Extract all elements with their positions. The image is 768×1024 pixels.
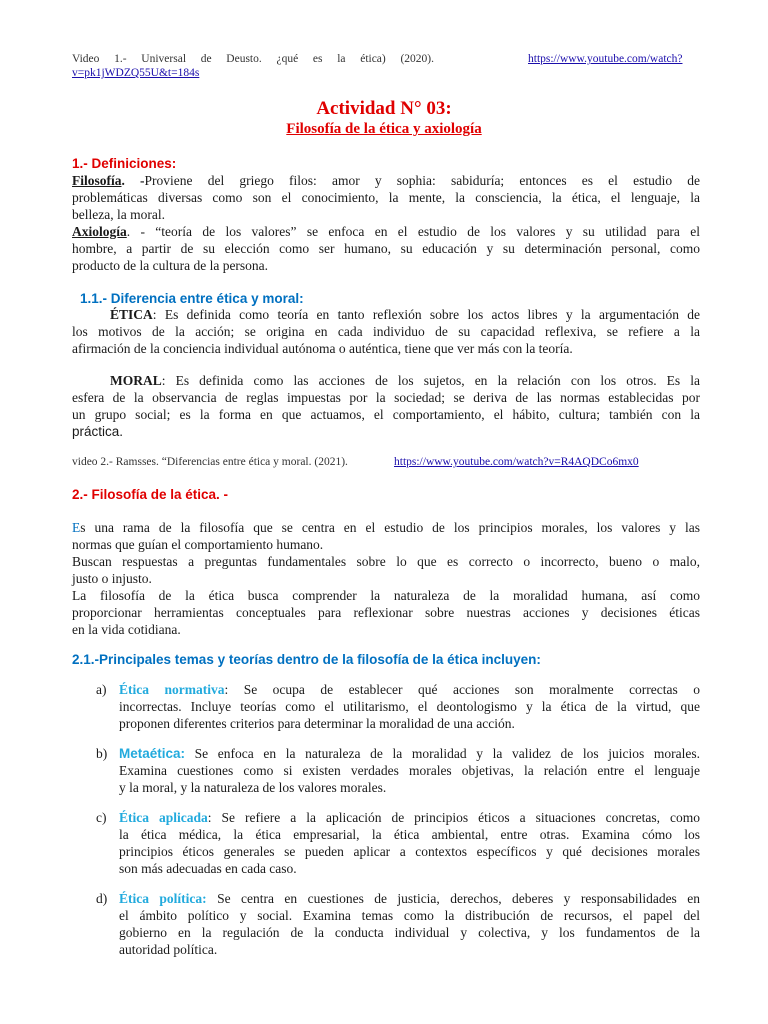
item-b-term: Metaética: (119, 746, 186, 761)
item-d-line4: autoridad política. (119, 942, 218, 957)
item-b-line1-text: Se enfoca en la naturaleza de la moralidad y la validez de los juicios morales. (185, 746, 700, 761)
item-c-line4: son más adecuadas en cada caso. (119, 861, 297, 876)
item-c-line3: principios éticos generales se pueden aplicar a contextos específicos y qué decisiones morales (119, 844, 700, 859)
video1-text: Video 1.- Universal de Deusto. ¿qué es la ética) (2020). (72, 53, 434, 65)
filosofia-line2: problemáticas diversas como son el conocimiento, la mente, la consciencia, la ética, el lenguaje, la (72, 190, 700, 205)
filosofia-line1-text: Proviene del griego filos: amor y sophia: sabiduría; entonces es el estudio de (144, 173, 700, 188)
item-d-line1 (119, 890, 700, 907)
section11-heading: 1.1.- Diferencia entre ética y moral: (80, 291, 304, 306)
p3-line3: en la vida cotidiana. (72, 622, 181, 637)
p1-line2: normas que guían el comportamiento humano. (72, 537, 324, 552)
p1-line1-text: s una rama de la filosofía que se centra en el estudio de los principios morales, los valores y las (80, 520, 700, 535)
p2-line1: Buscan respuestas a preguntas fundamentales sobre lo que es correcto o incorrecto, bueno o malo, (72, 554, 700, 569)
moral-line4: práctica. (72, 424, 124, 439)
item-a-term: Ética normativa (119, 682, 225, 697)
section1-heading: 1.- Definiciones: (72, 156, 177, 171)
moral-line3: un grupo social; es la forma en que actuamos, el comportamiento, el hábito, cultura; también con la (72, 407, 700, 422)
item-a-line3: proponen diferentes criterios para determinar la moralidad de una acción. (119, 716, 515, 731)
axiologia-line1-text: . - “teoría de los valores” se enfoca en el estudio de los valores y su utilidad para el (126, 224, 700, 239)
item-c-line1 (119, 809, 700, 826)
p3-line2: proporcionar herramientas conceptuales para reflexionar sobre nuestras acciones y decisiones éticas (72, 605, 700, 620)
item-a-line1 (119, 681, 700, 698)
axiologia-line1 (72, 223, 700, 240)
video1-link-part1[interactable]: https://www.youtube.com/watch? (528, 53, 683, 65)
item-c-letter: c) (96, 810, 107, 825)
item-b-line2: Examina cuestiones como si existen verdades morales objetivas, la relación entre el lenguaje (119, 763, 700, 778)
video2-link[interactable]: https://www.youtube.com/watch?v=R4AQDCo6mx0 (394, 456, 639, 468)
item-a-line1-text: : Se ocupa de establecer qué acciones son moralmente correctas o (224, 682, 700, 697)
p2-line2: justo o injusto. (72, 571, 152, 586)
filosofia-term: Filosofía (72, 173, 122, 188)
item-d-line1-text: Se centra en cuestiones de justicia, derechos, deberes y responsabilidades en (206, 891, 700, 906)
filosofia-sep: . - (121, 173, 145, 188)
moral-line1-text: : Es definida como las acciones de los sujetos, en la relación con los otros. Es la (161, 373, 700, 388)
video2-text: video 2.- Ramsses. “Diferencias entre ética y moral. (2021). (72, 456, 348, 468)
moral-line2: esfera de la observancia de reglas impuestas por la sociedad; se deriva de las normas establecidas por (72, 390, 700, 405)
p3-line1: La filosofía de la ética busca comprender la naturaleza de la moralidad humana, así como (72, 588, 700, 603)
section2-heading: 2.- Filosofía de la ética. - (72, 487, 229, 502)
filosofia-line1 (72, 172, 700, 189)
etica-term: ÉTICA (110, 307, 153, 322)
filosofia-line3: belleza, la moral. (72, 207, 165, 222)
axiologia-term: Axiología (72, 224, 127, 239)
axiologia-line3: producto de la cultura de la persona. (72, 258, 269, 273)
activity-subtitle: Filosofía de la ética y axiología (286, 121, 482, 137)
item-b-line1 (119, 745, 700, 762)
p1-line1 (72, 519, 700, 536)
etica-line1-text: : Es definida como teoría en tanto reflexión sobre los actos libres y la argumentación de (152, 307, 700, 322)
etica-line3: afirmación de la conciencia individual autónoma o auténtica, tiene que ver más con la teoría. (72, 341, 573, 356)
video2-citation (72, 455, 348, 469)
moral-term: MORAL (110, 373, 162, 388)
item-b-letter: b) (96, 746, 108, 761)
item-d-letter: d) (96, 891, 108, 906)
activity-title: Actividad N° 03: (316, 98, 452, 119)
item-c-line2: la ética médica, la ética empresarial, la ética ambiental, entre otras. Examina cómo los (119, 827, 700, 842)
axiologia-line2: hombre, a partir de su elección como ser humano, su educación y su determinación personal, como (72, 241, 700, 256)
section21-heading: 2.1.-Principales temas y teorías dentro de la filosofía de la ética incluyen: (72, 652, 541, 667)
etica-line2: los motivos de la acción; se origina en cada individuo de su capacidad reflexiva, se refiere a la (72, 324, 700, 339)
item-c-line1-text: : Se refiere a la aplicación de principios éticos a situaciones concretas, como (207, 810, 700, 825)
item-d-term: Ética política: (119, 891, 207, 906)
p1-first-letter: E (72, 520, 81, 535)
item-d-line3: gobierno en la regulación de la conducta individual y colectiva, y los fundamentos de la (119, 925, 700, 940)
video1-citation (72, 52, 442, 66)
moral-line1 (110, 372, 700, 389)
item-a-line2: incorrectas. Incluye teorías como el utilitarismo, el deontologismo y la ética de la virtud, que (119, 699, 700, 714)
item-d-line2: el ámbito político y social. Examina temas como la distribución de recursos, el papel del (119, 908, 700, 923)
item-b-line3: y la moral, y la naturaleza de los valores morales. (119, 780, 387, 795)
item-a-letter: a) (96, 682, 107, 697)
item-c-term: Ética aplicada (119, 810, 208, 825)
etica-line1 (110, 306, 700, 323)
video1-link-part2[interactable]: v=pk1jWDZQ55U&t=184s (72, 67, 200, 79)
